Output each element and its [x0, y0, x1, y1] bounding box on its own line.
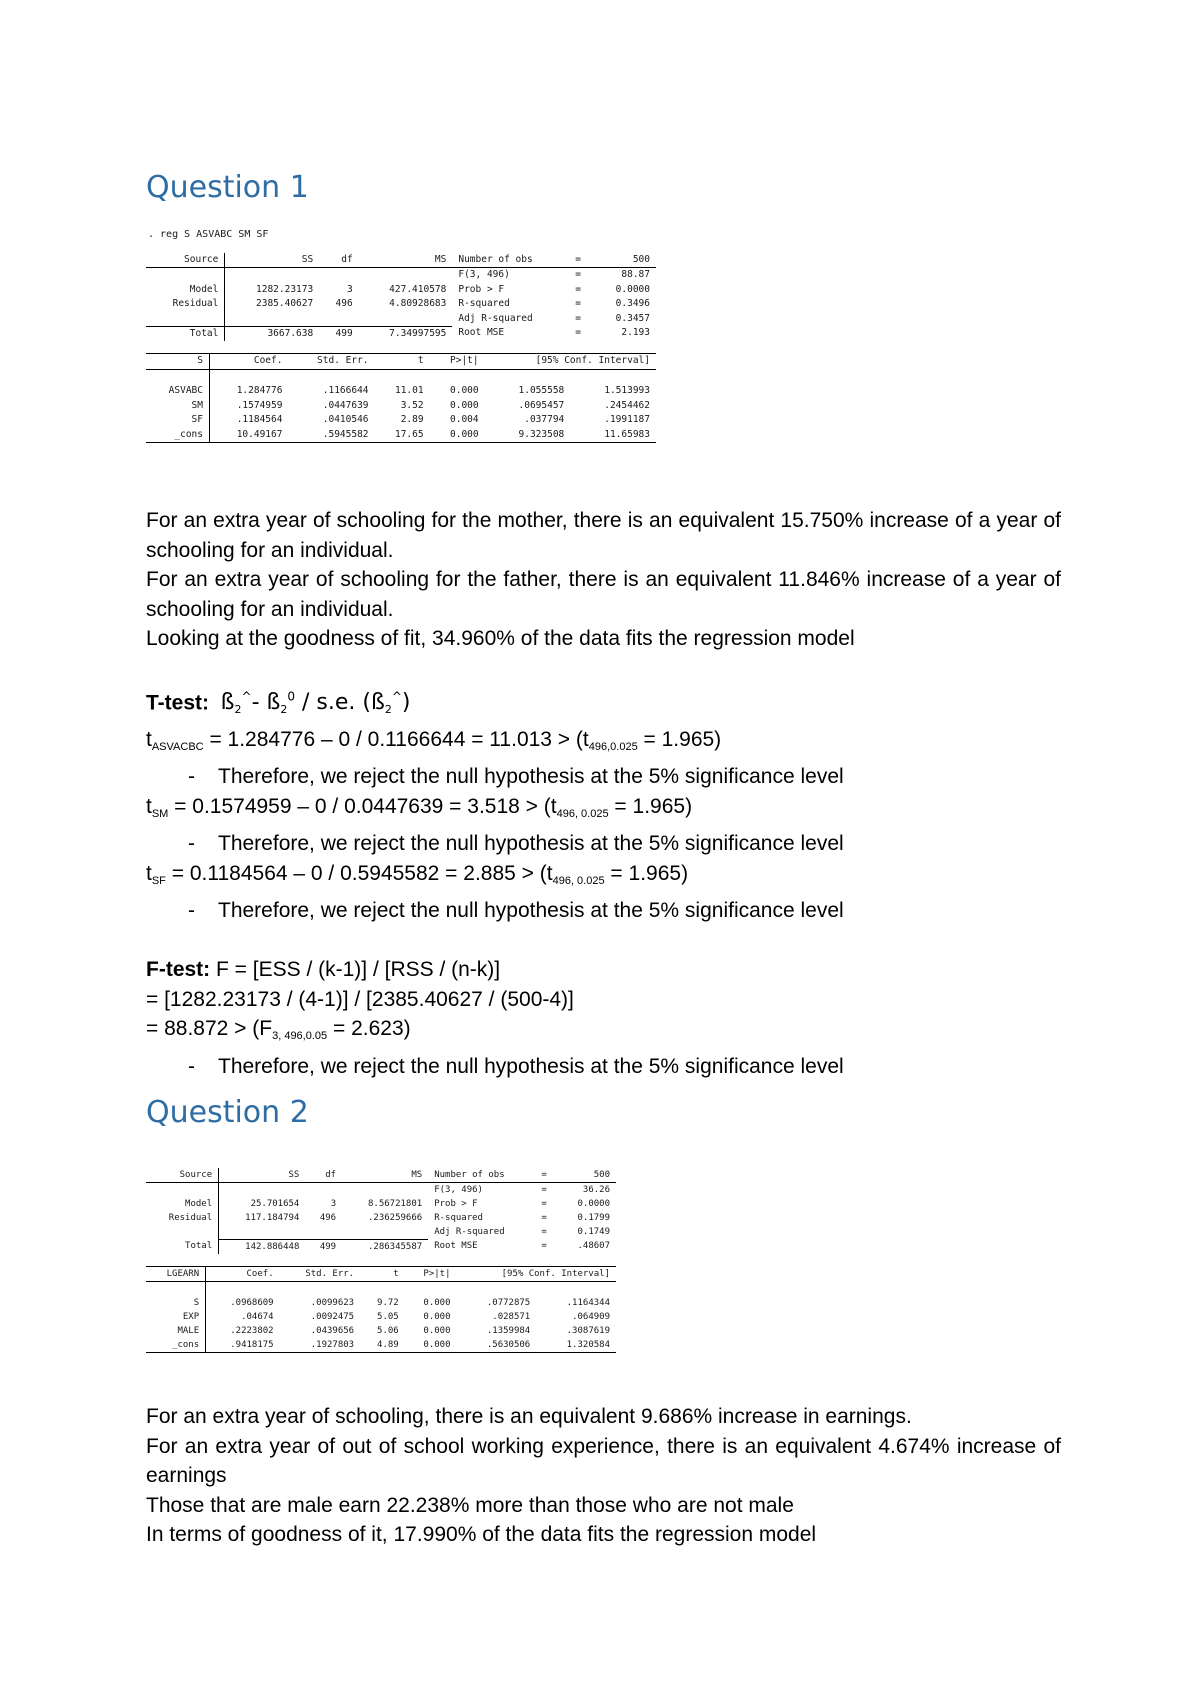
fit-stat-value: .48607 — [577, 1241, 610, 1252]
coef-cell: 3.52 — [400, 399, 424, 411]
coef-cell: 0.000 — [405, 1338, 457, 1353]
f-test-line-2: = [1282.23173 / (4-1)] / [2385.40627 / (500-4)] — [146, 987, 574, 1011]
anova-header-df: df — [319, 253, 358, 268]
anova-row-label: Model — [146, 283, 225, 298]
fit-stat-eq: = — [575, 327, 581, 339]
fit-stat-label: R-squared — [458, 298, 510, 309]
coef-cell: 11.01 — [394, 385, 424, 396]
anova-header-source: Source — [146, 253, 225, 268]
q2-paragraph-experience: For an extra year of out of school working experience, there is an equivalent 4.674% increase of earnings — [146, 1434, 1061, 1487]
fit-stat-value: 88.87 — [621, 269, 650, 280]
anova-cell: 8.56721801 — [368, 1199, 423, 1209]
coef-header-depvar: LGEARN — [146, 1266, 206, 1281]
fit-stat-label: Root MSE — [434, 1241, 478, 1252]
coef-var: SF — [146, 413, 209, 428]
coef-cell: 1.055558 — [518, 385, 565, 396]
coef-cell: .2223802 — [230, 1325, 274, 1336]
coef-cell: .0410546 — [322, 414, 369, 425]
coef-header: P>|t| — [405, 1266, 457, 1281]
t-stat-asvabc: $t_{ASVACBC} = 1.284776 - 0 / 0.1166644 = 11.013 > (t_{496,0.025} = 1.965)$ — [146, 727, 722, 753]
anova-cell: 499 — [335, 327, 353, 339]
fit-stat-label: F(3, 496) — [434, 1185, 483, 1195]
reject-conclusion: - Therefore, we reject the null hypothesis at the 5% significance level — [146, 1052, 1061, 1082]
coef-cell: 11.65983 — [570, 428, 656, 443]
coef-cell: .9418175 — [206, 1338, 280, 1353]
coef-header: Std. Err. — [288, 354, 374, 370]
f-test-label: F-test: — [146, 958, 211, 982]
coef-cell: .3087619 — [566, 1325, 610, 1336]
coef-cell: 10.49167 — [209, 428, 288, 443]
q2-paragraph-schooling: For an extra year of schooling, there is an equivalent 9.686% increase in earnings. — [146, 1405, 912, 1428]
coef-header: t — [360, 1266, 405, 1281]
fit-stat-eq: = — [541, 1185, 547, 1195]
table-row — [146, 428, 656, 443]
fit-stat-value: 2.193 — [621, 327, 650, 339]
fit-stat-label: Number of obs — [428, 1168, 535, 1183]
fit-stat-eq: = — [541, 1241, 547, 1252]
anova-cell: 1282.23173 — [256, 283, 314, 295]
anova-header-ss: SS — [225, 253, 319, 268]
coef-var: ASVABC — [146, 384, 209, 399]
coef-cell: 1.513993 — [604, 385, 650, 396]
coef-cell: 0.000 — [430, 428, 485, 443]
coef-header: [95% Conf. Interval] — [457, 1266, 617, 1281]
anova-cell: .236259666 — [368, 1213, 423, 1223]
coef-cell: 0.004 — [450, 414, 479, 425]
coef-var: _cons — [146, 428, 209, 443]
coef-cell: .0099623 — [310, 1297, 355, 1308]
fit-stat-value: 500 — [558, 1168, 616, 1183]
coef-cell: .064909 — [572, 1311, 610, 1322]
coef-cell: .1359984 — [486, 1325, 531, 1336]
coef-cell: 0.000 — [423, 1311, 451, 1322]
coef-cell: 0.000 — [450, 399, 479, 411]
table-row — [146, 1296, 616, 1310]
fit-stat-value: 0.0000 — [577, 1199, 610, 1209]
coef-cell: .0695457 — [518, 399, 565, 411]
regression-output-q2 — [146, 1168, 616, 1353]
anova-row-label: Model — [146, 1197, 219, 1211]
fit-stat-eq: = — [541, 1199, 547, 1209]
anova-row-label: Residual — [146, 1211, 219, 1225]
f-test-line-3: = $88.872 > (F_{3, 496,0.05} = 2.623)$ — [146, 1017, 411, 1043]
coef-cell: .5630506 — [457, 1338, 537, 1353]
coef-cell: .5945582 — [288, 428, 374, 443]
fit-stat-value: 0.1799 — [577, 1213, 610, 1223]
coef-header: [95% Conf. Interval] — [485, 354, 656, 370]
fit-stat-value: 0.3457 — [615, 312, 650, 324]
coef-cell: .1184564 — [236, 414, 283, 425]
stata-command: . reg S ASVABC SM SF — [148, 229, 269, 240]
fit-stat-eq: = — [575, 312, 581, 324]
coef-header: t — [375, 354, 430, 370]
f-test-formula: F-test: F = [ESS / (k-1)] / [RSS / (n-k)] — [146, 958, 501, 982]
coef-cell: .04674 — [241, 1311, 274, 1322]
coef-header-depvar: S — [146, 354, 209, 370]
regression-output-q1 — [146, 228, 656, 443]
q1-paragraph-father: For an extra year of schooling for the father, there is an equivalent 11.846% increase of a year of schooling for an individual. — [146, 568, 1061, 621]
fit-stat-eq: = — [541, 1213, 547, 1223]
t-test-label: T-test: — [146, 691, 209, 715]
fit-stat-label: F(3, 496) — [458, 269, 510, 280]
coef-cell: 0.000 — [450, 385, 479, 396]
fit-stat-label: Root MSE — [458, 327, 505, 339]
anova-cell: 496 — [319, 1213, 337, 1223]
coef-table-q2 — [146, 1266, 616, 1353]
coef-cell: 5.05 — [377, 1311, 399, 1322]
anova-header-df: df — [305, 1168, 342, 1183]
q2-interpretation — [146, 1402, 1061, 1550]
anova-row-label: Residual — [146, 297, 225, 312]
coef-cell: .2454462 — [604, 399, 650, 411]
table-row — [146, 1338, 616, 1353]
coef-cell: 17.65 — [375, 428, 430, 443]
anova-cell: 4.80928683 — [389, 298, 447, 309]
anova-cell: 3 — [346, 283, 353, 295]
anova-cell: 427.410578 — [389, 283, 447, 295]
coef-cell: 0.000 — [423, 1297, 451, 1308]
coef-cell: 4.89 — [360, 1338, 405, 1353]
q1-paragraph-mother: For an extra year of schooling for the mother, there is an equivalent 15.750% increase of a year of schooling for an individual. — [146, 509, 1061, 562]
anova-cell: .286345587 — [368, 1241, 423, 1252]
table-row — [146, 384, 656, 399]
coef-var: SM — [146, 399, 209, 414]
table-row — [146, 1324, 616, 1338]
fit-stat-value: 0.0000 — [615, 283, 650, 295]
coef-cell: 0.000 — [423, 1325, 451, 1336]
coef-cell: 1.284776 — [236, 385, 283, 396]
coef-cell: .0772875 — [486, 1297, 531, 1308]
coef-cell: 9.323508 — [485, 428, 571, 443]
anova-header-ss: SS — [219, 1168, 306, 1183]
coef-var: S — [146, 1296, 206, 1310]
anova-header-ms: MS — [359, 253, 453, 268]
fit-stat-label: Prob > F — [434, 1199, 478, 1209]
coef-cell: 5.06 — [377, 1325, 399, 1336]
anova-cell: 3667.638 — [267, 327, 314, 339]
fit-stat-label: R-squared — [434, 1213, 483, 1223]
question-2-heading: Question 2 — [146, 1095, 309, 1130]
anova-header-ms: MS — [342, 1168, 428, 1183]
q2-paragraph-fit: In terms of goodness of it, 17.990% of the data fits the regression model — [146, 1523, 817, 1546]
fit-stat-eq: = — [575, 298, 581, 309]
coef-cell: 2.89 — [400, 414, 424, 425]
coef-cell: .1164344 — [566, 1297, 610, 1308]
table-row — [146, 399, 656, 414]
fit-stat-eq: = — [569, 253, 593, 268]
t-stat-sf: $t_{SF} = 0.1184564 - 0 / 0.5945582 = 2.885 > (t_{496, 0.025} = 1.965)$ — [146, 861, 689, 887]
coef-header: Coef. — [209, 354, 288, 370]
coef-table-q1 — [146, 353, 656, 443]
t-test-formula: T-test: $ß_2^{\^{}}-$ $ß_2^0 / s.e$. $(ß_2^{\^{}})$ — [146, 690, 411, 717]
table-row — [146, 1310, 616, 1324]
coef-cell: .1991187 — [604, 414, 650, 425]
anova-cell: 25.701654 — [250, 1199, 300, 1209]
coef-cell: .0092475 — [310, 1311, 355, 1322]
coef-cell: 9.72 — [377, 1297, 399, 1308]
reject-conclusion: - Therefore, we reject the null hypothesis at the 5% significance level — [146, 829, 1061, 859]
coef-header: P>|t| — [430, 354, 485, 370]
anova-row-label: Total — [146, 326, 225, 341]
question-1-heading: Question 1 — [146, 170, 309, 205]
anova-table-q1 — [146, 253, 656, 342]
reject-conclusion: - Therefore, we reject the null hypothesis at the 5% significance level — [146, 896, 1061, 926]
coef-cell: .1166644 — [322, 385, 369, 396]
coef-cell: .0447639 — [322, 399, 369, 411]
fit-stat-value: 0.3496 — [615, 298, 650, 309]
coef-var: MALE — [146, 1324, 206, 1338]
anova-cell: 499 — [319, 1241, 337, 1252]
anova-cell: 496 — [335, 298, 353, 309]
q1-paragraph-fit: Looking at the goodness of fit, 34.960% of the data fits the regression model — [146, 627, 855, 650]
fit-stat-label: Adj R-squared — [434, 1227, 505, 1237]
anova-cell: 7.34997595 — [389, 327, 447, 339]
coef-header: Coef. — [206, 1266, 280, 1281]
fit-stat-label: Prob > F — [458, 283, 505, 295]
fit-stat-label: Adj R-squared — [458, 312, 533, 324]
q1-interpretation — [146, 506, 1061, 1081]
t-stat-sm: $t_{SM} = 0.1574959 - 0 / 0.0447639 = 3.518 > (t_{496, 0.025} = 1.965)$ — [146, 794, 693, 820]
coef-cell: .037794 — [524, 414, 565, 425]
fit-stat-eq: = — [541, 1227, 547, 1237]
coef-header: Std. Err. — [280, 1266, 361, 1281]
anova-header-source: Source — [146, 1168, 219, 1183]
fit-stat-eq: = — [535, 1168, 558, 1183]
coef-cell: .1574959 — [236, 399, 283, 411]
fit-stat-value: 0.1749 — [577, 1227, 610, 1237]
fit-stat-label: Number of obs — [452, 253, 569, 268]
reject-conclusion: - Therefore, we reject the null hypothesis at the 5% significance level — [146, 762, 1061, 792]
fit-stat-eq: = — [575, 269, 581, 280]
coef-cell: .0439656 — [310, 1325, 355, 1336]
coef-var: EXP — [146, 1310, 206, 1324]
anova-cell: 142.886448 — [245, 1241, 300, 1252]
fit-stat-eq: = — [575, 283, 581, 295]
coef-cell: .0968609 — [230, 1297, 274, 1308]
coef-cell: .1927803 — [280, 1338, 361, 1353]
anova-cell: 3 — [330, 1199, 337, 1209]
fit-stat-value: 500 — [593, 253, 656, 268]
anova-cell: 117.184794 — [245, 1213, 300, 1223]
anova-cell: 2385.40627 — [256, 298, 314, 309]
coef-cell: 1.320584 — [536, 1338, 616, 1353]
anova-table-q2 — [146, 1168, 616, 1254]
q2-paragraph-male: Those that are male earn 22.238% more than those who are not male — [146, 1493, 794, 1517]
coef-var: _cons — [146, 1338, 206, 1353]
fit-stat-value: 36.26 — [582, 1185, 610, 1195]
anova-row-label: Total — [146, 1239, 219, 1254]
table-row — [146, 413, 656, 428]
coef-cell: .028571 — [492, 1311, 531, 1322]
